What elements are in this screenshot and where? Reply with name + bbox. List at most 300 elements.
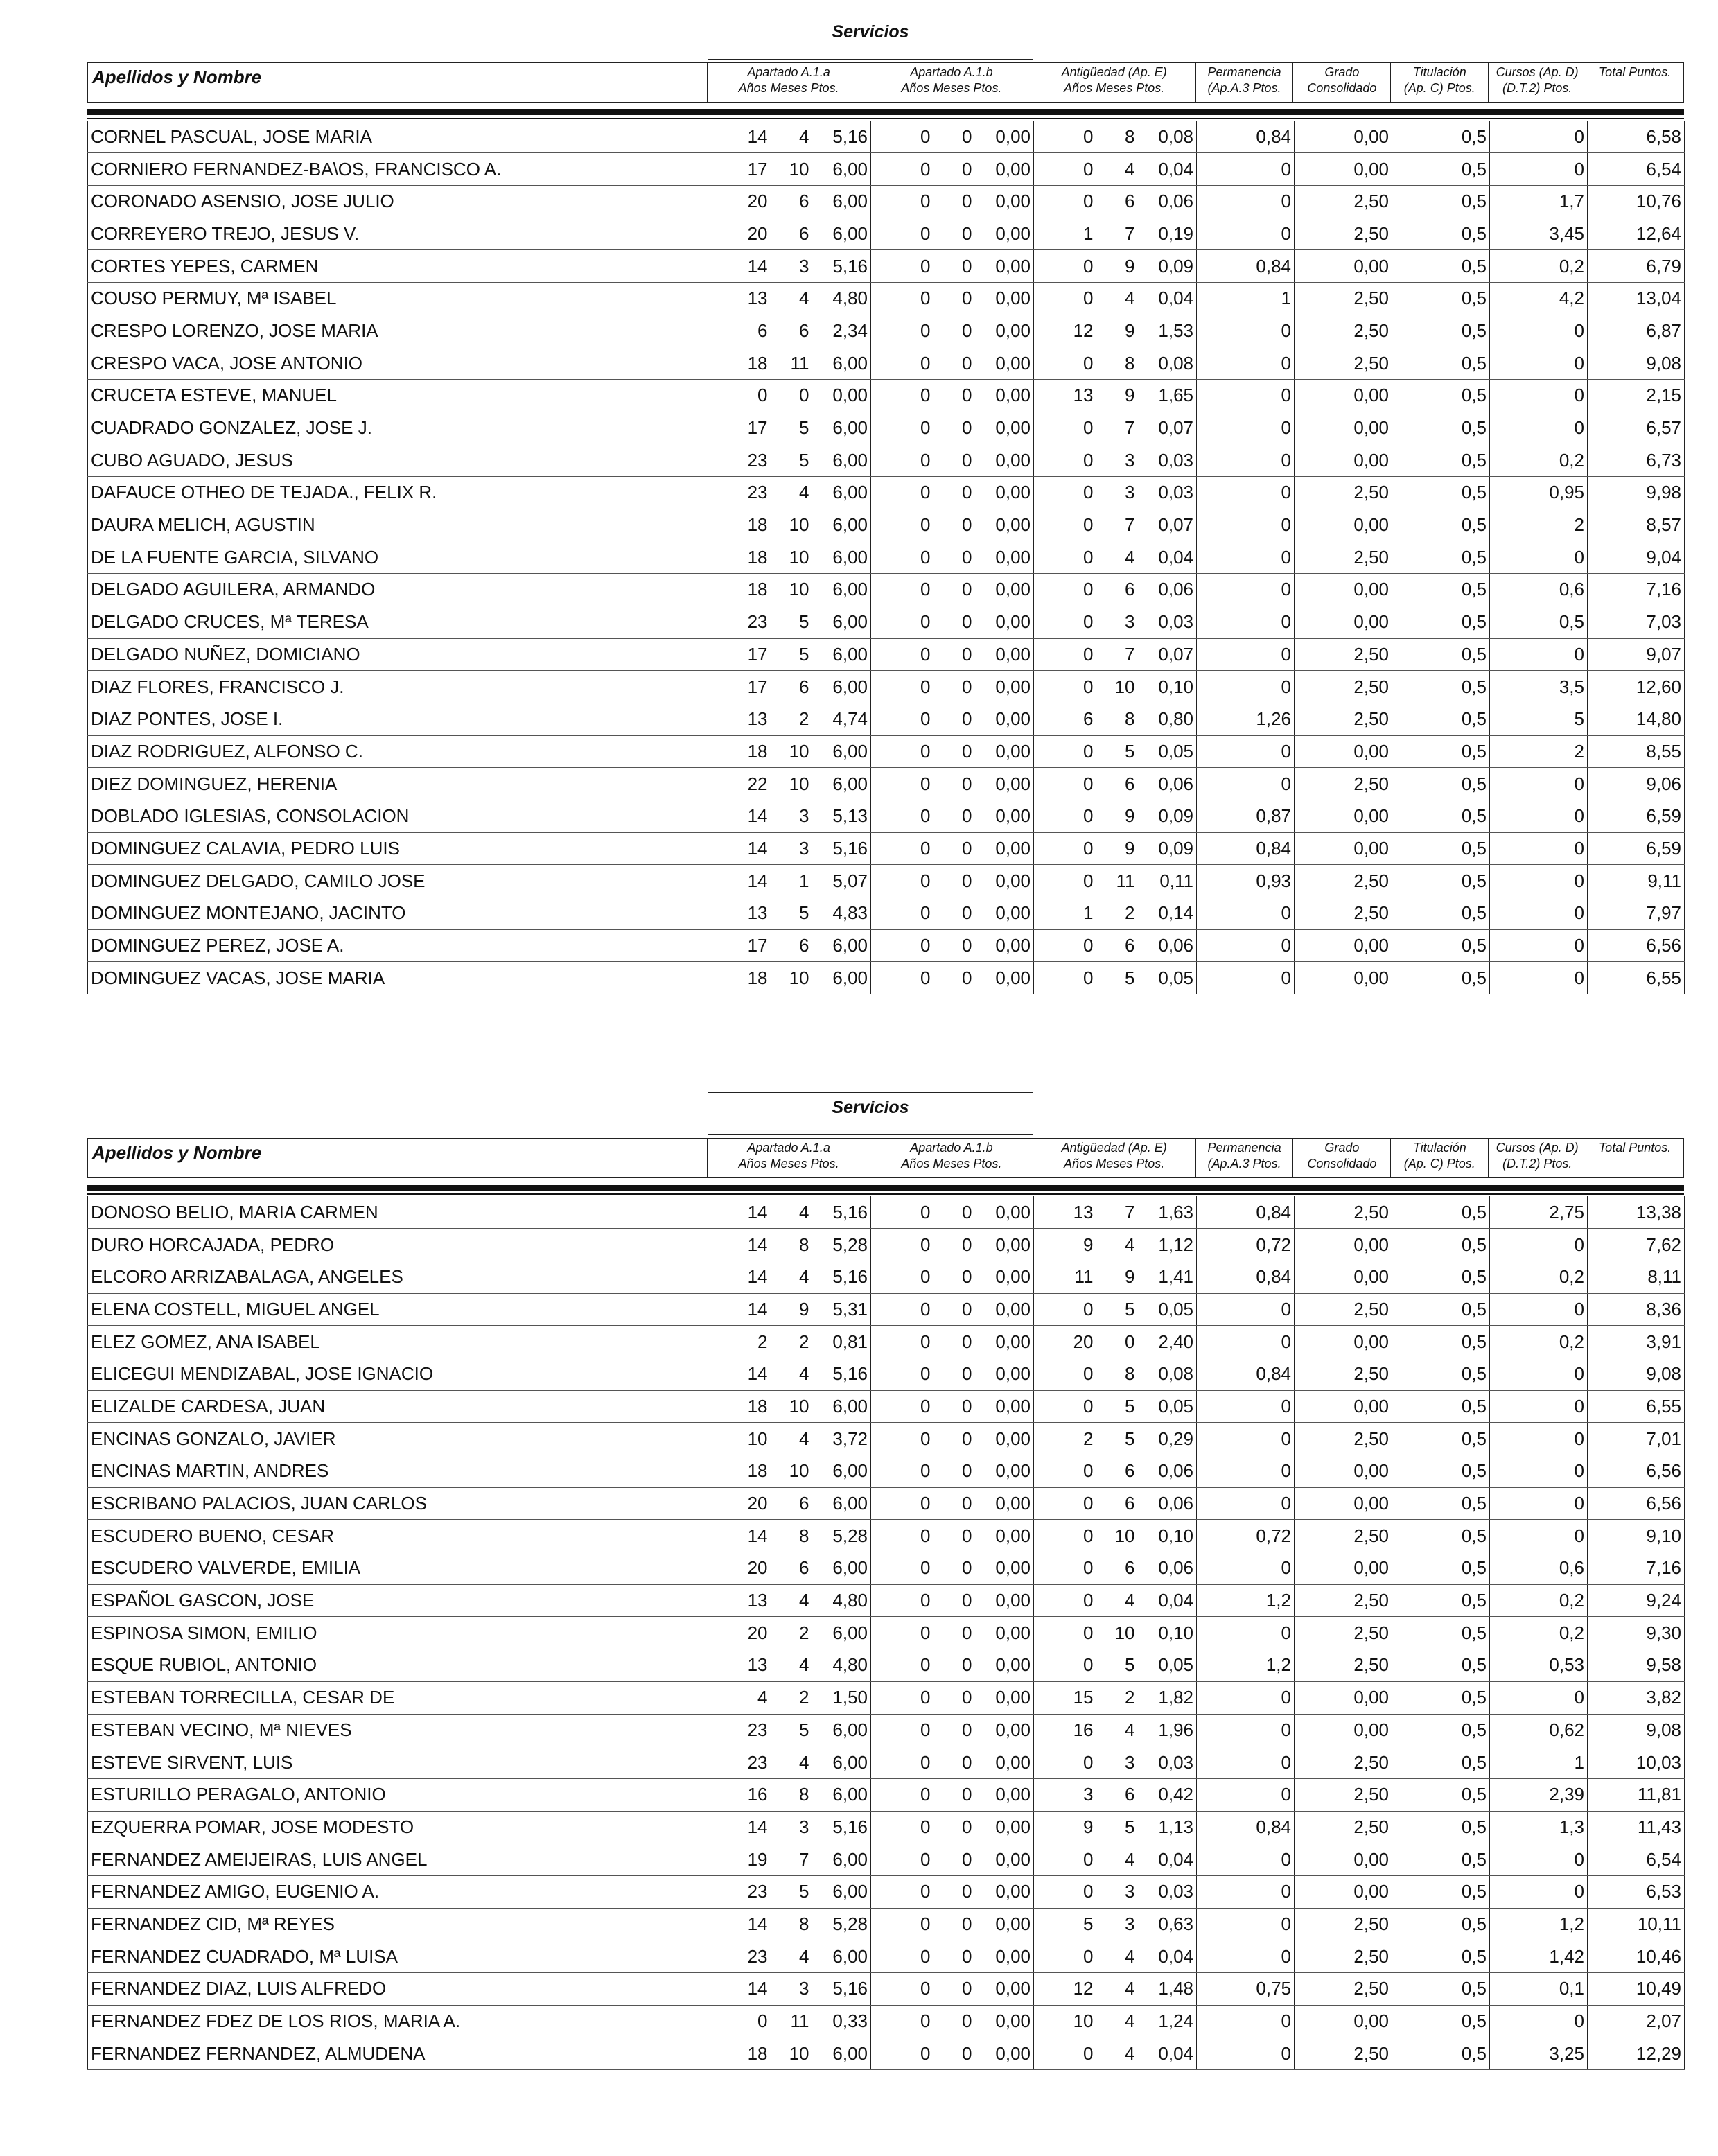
cell-a1a-points: 6,00 [812,1617,871,1649]
cell-total: 9,08 [1588,347,1685,380]
cell-a1a-years: 18 [708,541,771,574]
cell-a1b-points: 0,00 [975,185,1034,218]
cell-a1a-points: 6,00 [812,606,871,638]
cell-a1b-years: 0 [871,509,933,541]
cell-ant-points: 0,05 [1138,1390,1197,1423]
cell-total: 10,49 [1588,1973,1685,2006]
cell-name: ESCUDERO BUENO, CESAR [88,1520,708,1552]
cell-a1b-years: 0 [871,2037,933,2070]
cell-grado: 0,00 [1295,1390,1392,1423]
cell-a1b-months: 0 [933,1261,975,1293]
cell-titulacion: 0,5 [1392,1681,1490,1714]
cell-cursos: 0,95 [1490,477,1588,509]
cell-name: FERNANDEZ FDEZ DE LOS RIOS, MARIA A. [88,2005,708,2037]
cell-grado: 0,00 [1295,153,1392,186]
cell-grado: 2,50 [1295,1617,1392,1649]
cell-a1b-years: 0 [871,1293,933,1326]
cell-total: 10,46 [1588,1940,1685,1973]
cell-a1b-years: 0 [871,282,933,315]
cell-permanencia: 0 [1197,574,1295,606]
cell-ant-points: 0,10 [1138,671,1197,703]
cell-a1a-points: 6,00 [812,1778,871,1811]
cell-grado: 2,50 [1295,218,1392,250]
cell-ant-years: 0 [1034,1487,1096,1520]
cell-titulacion: 0,5 [1392,962,1490,994]
cell-a1a-points: 6,00 [812,1455,871,1488]
cell-name: ENCINAS MARTIN, ANDRES [88,1455,708,1488]
cell-titulacion: 0,5 [1392,897,1490,930]
cell-a1b-years: 0 [871,1552,933,1585]
cell-ant-months: 2 [1096,1681,1138,1714]
cell-cursos: 0 [1490,1293,1588,1326]
cell-grado: 2,50 [1295,1649,1392,1682]
cell-total: 9,24 [1588,1584,1685,1617]
cell-titulacion: 0,5 [1392,929,1490,962]
cell-permanencia: 0 [1197,380,1295,412]
cell-total: 6,55 [1588,1390,1685,1423]
cell-a1b-months: 0 [933,1875,975,1908]
cell-name: ELIZALDE CARDESA, JUAN [88,1390,708,1423]
cell-titulacion: 0,5 [1392,574,1490,606]
cell-a1b-months: 0 [933,1940,975,1973]
cell-grado: 2,50 [1295,671,1392,703]
cell-name: ESPINOSA SIMON, EMILIO [88,1617,708,1649]
cell-ant-years: 0 [1034,1390,1096,1423]
cell-ant-points: 0,42 [1138,1778,1197,1811]
cell-name: DOMINGUEZ PEREZ, JOSE A. [88,929,708,962]
cell-cursos: 0 [1490,2005,1588,2037]
table-row [88,412,1685,444]
cell-a1a-points: 4,80 [812,282,871,315]
cell-a1a-points: 6,00 [812,1390,871,1423]
header-divider-thick [87,109,1684,115]
cell-a1b-points: 0,00 [975,1746,1034,1779]
cell-ant-points: 0,10 [1138,1520,1197,1552]
cell-ant-months: 0 [1096,1326,1138,1358]
cell-ant-months: 3 [1096,444,1138,477]
cell-a1a-years: 17 [708,638,771,671]
cell-a1a-points: 6,00 [812,638,871,671]
cell-ant-points: 1,82 [1138,1681,1197,1714]
cell-ant-points: 1,48 [1138,1973,1197,2006]
cell-a1b-months: 0 [933,1423,975,1455]
cell-a1a-months: 10 [771,153,812,186]
table-row [88,865,1685,897]
cell-grado: 0,00 [1295,1681,1392,1714]
cell-titulacion: 0,5 [1392,671,1490,703]
cell-a1b-months: 0 [933,800,975,832]
cell-a1b-months: 0 [933,282,975,315]
cell-ant-months: 5 [1096,1811,1138,1843]
cell-a1a-points: 5,16 [812,1811,871,1843]
cell-cursos: 0 [1490,1487,1588,1520]
cell-titulacion: 0,5 [1392,185,1490,218]
cell-cursos: 0 [1490,380,1588,412]
cell-titulacion: 0,5 [1392,638,1490,671]
cell-a1b-years: 0 [871,1649,933,1682]
cell-a1a-years: 18 [708,735,771,768]
cell-titulacion: 0,5 [1392,1649,1490,1682]
cell-a1b-years: 0 [871,541,933,574]
table-row [88,1875,1685,1908]
cell-ant-months: 9 [1096,800,1138,832]
table-row [88,121,1685,153]
cell-a1b-months: 0 [933,865,975,897]
cell-a1a-months: 4 [771,1649,812,1682]
cell-grado: 2,50 [1295,2037,1392,2070]
cell-a1b-months: 0 [933,606,975,638]
cell-name: FERNANDEZ CID, Mª REYES [88,1908,708,1940]
cell-a1a-points: 6,00 [812,2037,871,2070]
cell-a1a-months: 2 [771,1617,812,1649]
cell-ant-months: 5 [1096,1390,1138,1423]
cell-ant-points: 0,04 [1138,1843,1197,1876]
header-divider-thin [87,118,1684,119]
cell-a1a-points: 0,00 [812,380,871,412]
cell-a1b-years: 0 [871,865,933,897]
cell-a1a-months: 6 [771,315,812,347]
cell-a1b-months: 0 [933,541,975,574]
cell-titulacion: 0,5 [1392,444,1490,477]
cell-titulacion: 0,5 [1392,2037,1490,2070]
cell-ant-months: 4 [1096,1584,1138,1617]
cell-a1b-points: 0,00 [975,347,1034,380]
cell-permanencia: 0 [1197,1681,1295,1714]
cell-cursos: 0 [1490,865,1588,897]
cell-a1b-months: 0 [933,1520,975,1552]
cell-ant-months: 5 [1096,1423,1138,1455]
cell-ant-years: 0 [1034,121,1096,153]
cell-permanencia: 0 [1197,185,1295,218]
col-grado-header: Grado Consolidado [1293,1139,1391,1177]
cell-a1a-months: 4 [771,1261,812,1293]
table-row [88,2037,1685,2070]
cell-name: ELEZ GOMEZ, ANA ISABEL [88,1326,708,1358]
cell-name: DAFAUCE OTHEO DE TEJADA., FELIX R. [88,477,708,509]
col-a1a-header: Apartado A.1.a Años Meses Ptos. [708,63,870,102]
cell-a1b-years: 0 [871,121,933,153]
cell-a1a-years: 16 [708,1778,771,1811]
cell-a1b-points: 0,00 [975,412,1034,444]
cell-a1b-years: 0 [871,1875,933,1908]
cell-cursos: 1,7 [1490,185,1588,218]
cell-ant-months: 10 [1096,671,1138,703]
cell-a1a-points: 5,16 [812,1196,871,1229]
cell-a1a-months: 10 [771,1455,812,1488]
cell-grado: 0,00 [1295,1261,1392,1293]
cell-a1b-months: 0 [933,574,975,606]
cell-ant-points: 0,05 [1138,1649,1197,1682]
cell-a1a-years: 20 [708,1487,771,1520]
cell-a1b-years: 0 [871,800,933,832]
cell-a1b-months: 0 [933,1649,975,1682]
cell-name: CUADRADO GONZALEZ, JOSE J. [88,412,708,444]
cell-a1b-years: 0 [871,1584,933,1617]
cell-a1b-months: 0 [933,832,975,865]
cell-titulacion: 0,5 [1392,509,1490,541]
cell-ant-points: 0,09 [1138,800,1197,832]
col-cursos-header: Cursos (Ap. D) (D.T.2) Ptos. [1489,63,1586,102]
cell-a1a-points: 5,16 [812,832,871,865]
table-row [88,735,1685,768]
cell-ant-months: 8 [1096,703,1138,735]
cell-a1b-points: 0,00 [975,832,1034,865]
cell-a1b-months: 0 [933,929,975,962]
table-row [88,1617,1685,1649]
cell-ant-months: 6 [1096,1778,1138,1811]
cell-a1a-points: 5,16 [812,1973,871,2006]
cell-a1b-months: 0 [933,671,975,703]
cell-titulacion: 0,5 [1392,218,1490,250]
cell-a1b-years: 0 [871,1811,933,1843]
cell-permanencia: 0 [1197,897,1295,930]
cell-ant-points: 1,24 [1138,2005,1197,2037]
cell-total: 6,55 [1588,962,1685,994]
table-row [88,1358,1685,1390]
cell-ant-points: 0,07 [1138,638,1197,671]
cell-cursos: 0 [1490,121,1588,153]
cell-a1b-years: 0 [871,735,933,768]
cell-a1b-points: 0,00 [975,574,1034,606]
cell-ant-months: 8 [1096,121,1138,153]
cell-permanencia: 0 [1197,218,1295,250]
cell-a1a-months: 5 [771,897,812,930]
table-row [88,1229,1685,1261]
col-permanencia-header: Permanencia (Ap.A.3 Ptos. [1196,63,1294,102]
cell-ant-years: 0 [1034,412,1096,444]
cell-a1b-years: 0 [871,1326,933,1358]
cell-a1b-years: 0 [871,1681,933,1714]
cell-a1b-points: 0,00 [975,315,1034,347]
cell-name: ESCRIBANO PALACIOS, JUAN CARLOS [88,1487,708,1520]
cell-ant-points: 0,05 [1138,735,1197,768]
cell-total: 10,03 [1588,1746,1685,1779]
cell-permanencia: 0 [1197,1487,1295,1520]
cell-ant-years: 0 [1034,1617,1096,1649]
cell-ant-months: 6 [1096,185,1138,218]
cell-titulacion: 0,5 [1392,1358,1490,1390]
cell-a1b-years: 0 [871,1714,933,1746]
col-grado-header: Grado Consolidado [1293,63,1391,102]
cell-a1b-points: 0,00 [975,606,1034,638]
cell-ant-points: 0,07 [1138,509,1197,541]
cell-a1a-points: 0,33 [812,2005,871,2037]
cell-ant-points: 0,06 [1138,1455,1197,1488]
cell-permanencia: 0 [1197,1714,1295,1746]
cell-a1a-points: 5,16 [812,250,871,283]
cell-name: ESTEBAN TORRECILLA, CESAR DE [88,1681,708,1714]
cell-a1b-months: 0 [933,1973,975,2006]
cell-a1b-points: 0,00 [975,929,1034,962]
cell-name: DIAZ PONTES, JOSE I. [88,703,708,735]
cell-a1b-points: 0,00 [975,962,1034,994]
cell-total: 13,38 [1588,1196,1685,1229]
cell-ant-years: 16 [1034,1714,1096,1746]
cell-permanencia: 0,72 [1197,1520,1295,1552]
cell-ant-months: 7 [1096,638,1138,671]
cell-a1a-years: 18 [708,1455,771,1488]
cell-a1b-points: 0,00 [975,1455,1034,1488]
cell-name: DE LA FUENTE GARCIA, SILVANO [88,541,708,574]
cell-a1b-years: 0 [871,1261,933,1293]
cell-permanencia: 0 [1197,1843,1295,1876]
cell-a1b-points: 0,00 [975,380,1034,412]
cell-a1a-months: 10 [771,2037,812,2070]
cell-name: ELCORO ARRIZABALAGA, ANGELES [88,1261,708,1293]
cell-ant-months: 4 [1096,1940,1138,1973]
cell-ant-points: 0,05 [1138,962,1197,994]
table-row [88,282,1685,315]
cell-a1b-points: 0,00 [975,250,1034,283]
cell-grado: 2,50 [1295,897,1392,930]
header-divider-thick [87,1185,1684,1191]
cell-cursos: 0,2 [1490,250,1588,283]
cell-total: 7,16 [1588,574,1685,606]
cell-permanencia: 1,2 [1197,1649,1295,1682]
cell-ant-months: 9 [1096,250,1138,283]
cell-grado: 2,50 [1295,703,1392,735]
table-row [88,574,1685,606]
table-row [88,1455,1685,1488]
cell-a1b-points: 0,00 [975,1261,1034,1293]
cell-a1a-years: 17 [708,412,771,444]
cell-ant-months: 4 [1096,1229,1138,1261]
cell-permanencia: 0 [1197,735,1295,768]
cell-ant-months: 9 [1096,1261,1138,1293]
cell-ant-points: 1,53 [1138,315,1197,347]
cell-a1a-months: 8 [771,1778,812,1811]
cell-a1a-years: 22 [708,768,771,800]
score-table-body [87,121,1685,994]
cell-a1a-points: 2,34 [812,315,871,347]
cell-total: 9,10 [1588,1520,1685,1552]
cell-a1a-months: 4 [771,1940,812,1973]
cell-name: DIAZ FLORES, FRANCISCO J. [88,671,708,703]
cell-titulacion: 0,5 [1392,1714,1490,1746]
cell-a1a-years: 14 [708,1811,771,1843]
cell-ant-years: 0 [1034,1584,1096,1617]
cell-grado: 0,00 [1295,735,1392,768]
table-row [88,541,1685,574]
cell-a1b-months: 0 [933,121,975,153]
cell-total: 6,73 [1588,444,1685,477]
col-total-header: Total Puntos. [1598,1141,1672,1155]
table-row [88,1843,1685,1876]
cell-a1a-points: 5,28 [812,1908,871,1940]
cell-permanencia: 0 [1197,1423,1295,1455]
cell-ant-months: 4 [1096,2037,1138,2070]
cell-a1a-months: 3 [771,832,812,865]
cell-titulacion: 0,5 [1392,2005,1490,2037]
cell-ant-months: 5 [1096,735,1138,768]
cell-a1b-months: 0 [933,638,975,671]
cell-name: DOMINGUEZ MONTEJANO, JACINTO [88,897,708,930]
cell-permanencia: 0 [1197,1293,1295,1326]
col-cursos-header: Cursos (Ap. D) (D.T.2) Ptos. [1489,1139,1586,1177]
cell-cursos: 1 [1490,1746,1588,1779]
cell-name: FERNANDEZ AMIGO, EUGENIO A. [88,1875,708,1908]
cell-cursos: 0 [1490,1520,1588,1552]
cell-ant-years: 0 [1034,282,1096,315]
cell-a1a-years: 23 [708,1746,771,1779]
cell-a1b-points: 0,00 [975,1196,1034,1229]
cell-a1b-points: 0,00 [975,153,1034,186]
cell-a1b-points: 0,00 [975,638,1034,671]
cell-a1b-months: 0 [933,1746,975,1779]
cell-a1b-points: 0,00 [975,218,1034,250]
cell-ant-years: 0 [1034,1940,1096,1973]
cell-a1a-months: 7 [771,1843,812,1876]
cell-ant-years: 0 [1034,574,1096,606]
cell-total: 3,82 [1588,1681,1685,1714]
cell-cursos: 0 [1490,1455,1588,1488]
cell-a1a-months: 6 [771,1487,812,1520]
cell-a1a-points: 5,28 [812,1229,871,1261]
cell-ant-years: 1 [1034,218,1096,250]
cell-a1a-points: 6,00 [812,1843,871,1876]
cell-a1b-months: 0 [933,315,975,347]
cell-a1a-points: 6,00 [812,735,871,768]
cell-grado: 0,00 [1295,1326,1392,1358]
cell-grado: 0,00 [1295,1552,1392,1585]
cell-a1b-months: 0 [933,1843,975,1876]
cell-a1b-points: 0,00 [975,1875,1034,1908]
cell-name: CUBO AGUADO, JESUS [88,444,708,477]
cell-a1b-points: 0,00 [975,282,1034,315]
cell-a1b-points: 0,00 [975,477,1034,509]
cell-titulacion: 0,5 [1392,1746,1490,1779]
cell-name: CRESPO LORENZO, JOSE MARIA [88,315,708,347]
cell-ant-years: 0 [1034,1455,1096,1488]
cell-a1a-months: 6 [771,218,812,250]
cell-permanencia: 0 [1197,606,1295,638]
table-row [88,218,1685,250]
cell-a1b-months: 0 [933,1552,975,1585]
cell-cursos: 0 [1490,1843,1588,1876]
cell-titulacion: 0,5 [1392,1778,1490,1811]
cell-a1b-points: 0,00 [975,671,1034,703]
cell-grado: 0,00 [1295,929,1392,962]
cell-a1b-points: 0,00 [975,1843,1034,1876]
cell-name: DURO HORCAJADA, PEDRO [88,1229,708,1261]
cell-a1a-points: 6,00 [812,153,871,186]
cell-a1b-points: 0,00 [975,1778,1034,1811]
cell-a1a-months: 1 [771,865,812,897]
cell-a1a-points: 5,07 [812,865,871,897]
cell-a1b-points: 0,00 [975,1358,1034,1390]
cell-a1a-years: 14 [708,1520,771,1552]
cell-grado: 0,00 [1295,250,1392,283]
cell-cursos: 2,75 [1490,1196,1588,1229]
table-row [88,962,1685,994]
cell-permanencia: 0,84 [1197,1196,1295,1229]
cell-a1b-years: 0 [871,315,933,347]
cell-name: CORTES YEPES, CARMEN [88,250,708,283]
cell-cursos: 2,39 [1490,1778,1588,1811]
col-permanencia-header: Permanencia (Ap.A.3 Ptos. [1196,1139,1294,1177]
cell-titulacion: 0,5 [1392,1973,1490,2006]
cell-cursos: 0 [1490,638,1588,671]
table-row [88,703,1685,735]
cell-a1a-years: 14 [708,1196,771,1229]
cell-total: 8,57 [1588,509,1685,541]
cell-a1a-years: 17 [708,929,771,962]
cell-titulacion: 0,5 [1392,153,1490,186]
cell-a1a-months: 10 [771,574,812,606]
cell-a1a-months: 5 [771,638,812,671]
table-row [88,1908,1685,1940]
cell-a1b-years: 0 [871,412,933,444]
